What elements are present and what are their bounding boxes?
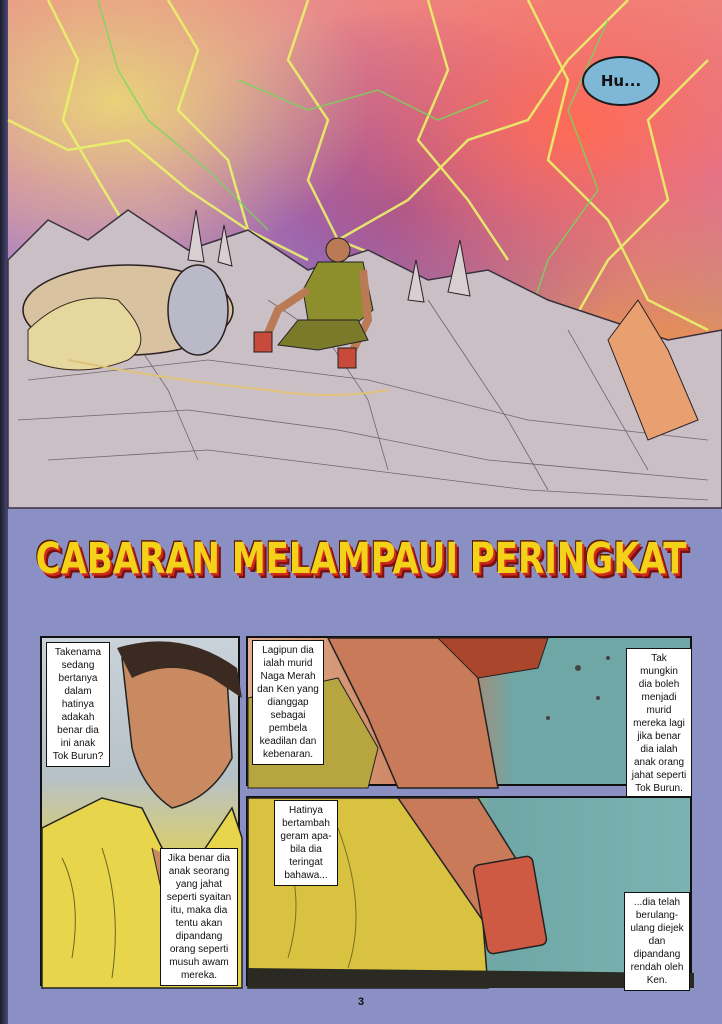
caption-public-enemy: Jika benar dia anak seorang yang jahat seperti syaitan itu, maka dia tentu akan dipandang orang seperti musuh awam mereka. (160, 848, 238, 986)
caption-diejek-ken: ...dia telah berulang- ulang diejek dan dipandang rendah oleh Ken. (624, 892, 690, 991)
panel-fist-bottom (246, 796, 692, 986)
caption-naga-merah: Lagipun dia ialah murid Naga Merah dan Ken yang dianggap sebagai pembela keadilan dan kebenaran. (252, 640, 324, 765)
page-spine (0, 0, 8, 1024)
splash-panel (8, 0, 722, 508)
caption-tak-mungkin: Tak mungkin dia boleh menjadi murid mereka lagi jika benar dia ialah anak orang jahat seperti Tok Burun. (626, 648, 692, 799)
story-title: CABARAN MELAMPAUI PERINGKAT (35, 534, 687, 584)
caption-hatinya-geram: Hatinya bertambah geram apa- bila dia teringat bahawa... (274, 800, 338, 886)
page-number: 3 (357, 996, 365, 1008)
speech-balloon-text: Hu... (600, 72, 642, 90)
panel-fist-top (246, 636, 692, 794)
caption-takenama-question: Takenama sedang bertanya dalam hatinya adakah benar dia ini anak Tok Burun? (46, 642, 110, 767)
speech-balloon (582, 56, 660, 106)
panel-takenama-face (40, 636, 240, 986)
